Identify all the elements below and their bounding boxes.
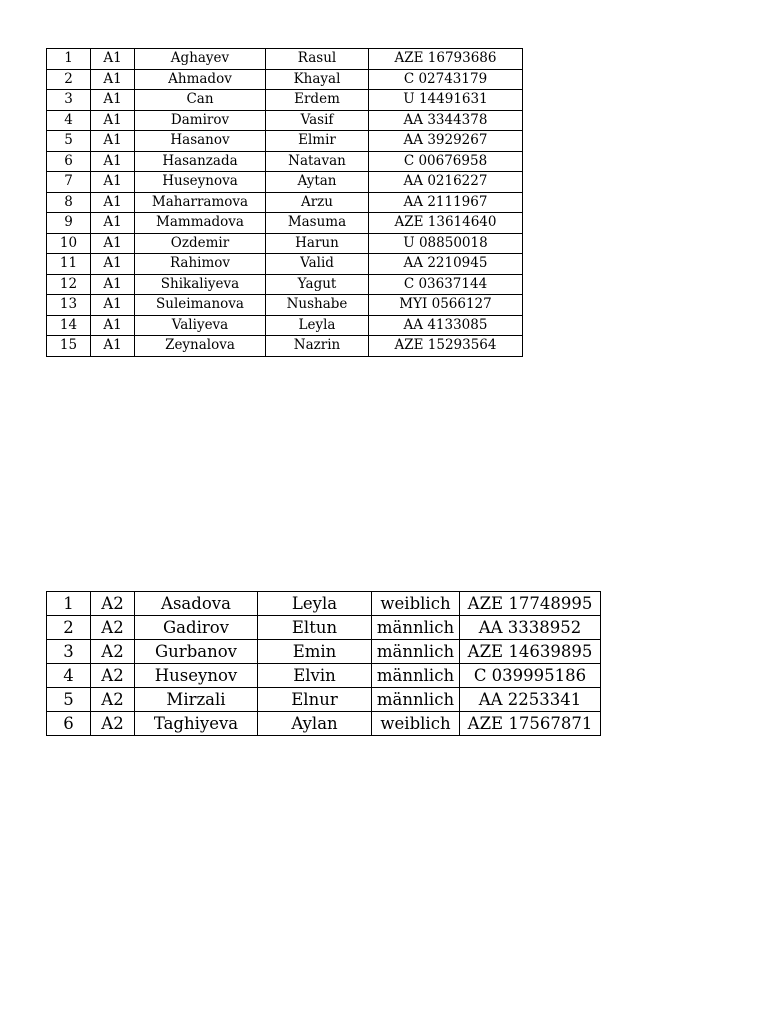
- table-row: [47, 274, 523, 295]
- table-cell: Shikaliyeva: [135, 274, 266, 295]
- table-cell: 14: [47, 315, 91, 336]
- table-cell: C 00676958: [369, 151, 523, 172]
- table-cell: Taghiyeva: [135, 712, 258, 736]
- table-cell: A2: [91, 664, 135, 688]
- table-cell: männlich: [372, 616, 460, 640]
- table-cell: Leyla: [266, 315, 369, 336]
- table-cell: männlich: [372, 664, 460, 688]
- table-cell: Huseynova: [135, 172, 266, 193]
- table-cell: A2: [91, 640, 135, 664]
- table-row: [47, 131, 523, 152]
- table-cell: A1: [91, 131, 135, 152]
- table-cell: Mammadova: [135, 213, 266, 234]
- table-cell: 5: [47, 688, 91, 712]
- table-cell: Nushabe: [266, 295, 369, 316]
- table-cell: Arzu: [266, 192, 369, 213]
- table-cell: Emin: [258, 640, 372, 664]
- table-cell: Leyla: [258, 592, 372, 616]
- table-cell: AA 0216227: [369, 172, 523, 193]
- table-cell: weiblich: [372, 592, 460, 616]
- table-cell: Ahmadov: [135, 69, 266, 90]
- table-row: [47, 640, 601, 664]
- table-row: [47, 233, 523, 254]
- table-cell: Can: [135, 90, 266, 111]
- table-cell: A1: [91, 49, 135, 70]
- table-cell: AA 2210945: [369, 254, 523, 275]
- table-row: [47, 336, 523, 357]
- table-cell: Yagut: [266, 274, 369, 295]
- table-row: [47, 151, 523, 172]
- table-row: [47, 90, 523, 111]
- table-cell: 6: [47, 151, 91, 172]
- table-cell: A1: [91, 172, 135, 193]
- table-cell: Zeynalova: [135, 336, 266, 357]
- table-cell: AZE 15293564: [369, 336, 523, 357]
- table-cell: Elmir: [266, 131, 369, 152]
- table-cell: 4: [47, 110, 91, 131]
- table-cell: 8: [47, 192, 91, 213]
- table-cell: 12: [47, 274, 91, 295]
- table-cell: AA 3344378: [369, 110, 523, 131]
- table-cell: C 02743179: [369, 69, 523, 90]
- table-cell: A1: [91, 315, 135, 336]
- table-cell: A2: [91, 712, 135, 736]
- table-cell: 3: [47, 640, 91, 664]
- table-cell: Gadirov: [135, 616, 258, 640]
- table-cell: Masuma: [266, 213, 369, 234]
- table-row: [47, 315, 523, 336]
- table-cell: Damirov: [135, 110, 266, 131]
- table-cell: Hasanov: [135, 131, 266, 152]
- table-cell: U 14491631: [369, 90, 523, 111]
- table-cell: Aghayev: [135, 49, 266, 70]
- table-cell: Gurbanov: [135, 640, 258, 664]
- table-cell: 9: [47, 213, 91, 234]
- table-cell: 10: [47, 233, 91, 254]
- table-body: [47, 592, 601, 736]
- table-cell: männlich: [372, 640, 460, 664]
- table-row: [47, 69, 523, 90]
- table-cell: männlich: [372, 688, 460, 712]
- table-cell: 15: [47, 336, 91, 357]
- table-cell: AA 2253341: [460, 688, 601, 712]
- table-cell: A1: [91, 110, 135, 131]
- table-cell: 4: [47, 664, 91, 688]
- table-cell: 2: [47, 616, 91, 640]
- table-cell: Suleimanova: [135, 295, 266, 316]
- table-row: [47, 110, 523, 131]
- table-row: [47, 192, 523, 213]
- table-cell: Aytan: [266, 172, 369, 193]
- table-cell: Erdem: [266, 90, 369, 111]
- table-cell: AZE 14639895: [460, 640, 601, 664]
- table-cell: A1: [91, 90, 135, 111]
- table-cell: Vasif: [266, 110, 369, 131]
- table-row: [47, 688, 601, 712]
- table-cell: C 03637144: [369, 274, 523, 295]
- table-cell: U 08850018: [369, 233, 523, 254]
- table-row: [47, 616, 601, 640]
- table-cell: A1: [91, 213, 135, 234]
- table-row: [47, 712, 601, 736]
- table-cell: C 039995186: [460, 664, 601, 688]
- table-cell: Mirzali: [135, 688, 258, 712]
- table-cell: A2: [91, 688, 135, 712]
- table-cell: Asadova: [135, 592, 258, 616]
- table-cell: A2: [91, 592, 135, 616]
- table-cell: 5: [47, 131, 91, 152]
- table-cell: Maharramova: [135, 192, 266, 213]
- table-cell: 3: [47, 90, 91, 111]
- table-cell: A1: [91, 295, 135, 316]
- table-row: [47, 49, 523, 70]
- table-cell: AA 4133085: [369, 315, 523, 336]
- table-cell: Hasanzada: [135, 151, 266, 172]
- table-cell: Rahimov: [135, 254, 266, 275]
- table-cell: Huseynov: [135, 664, 258, 688]
- table-cell: weiblich: [372, 712, 460, 736]
- table-cell: A1: [91, 151, 135, 172]
- table-cell: Valid: [266, 254, 369, 275]
- table-cell: 2: [47, 69, 91, 90]
- table-cell: Eltun: [258, 616, 372, 640]
- table-row: [47, 213, 523, 234]
- table-cell: 6: [47, 712, 91, 736]
- table-cell: Rasul: [266, 49, 369, 70]
- table-cell: 1: [47, 49, 91, 70]
- table-row: [47, 172, 523, 193]
- table-cell: Harun: [266, 233, 369, 254]
- table-cell: A1: [91, 233, 135, 254]
- table-cell: AZE 17567871: [460, 712, 601, 736]
- table-cell: AZE 16793686: [369, 49, 523, 70]
- table-cell: Natavan: [266, 151, 369, 172]
- table-body: [47, 49, 523, 357]
- table-row: [47, 592, 601, 616]
- table-cell: AZE 17748995: [460, 592, 601, 616]
- table-cell: Nazrin: [266, 336, 369, 357]
- student-table-a2: [46, 591, 601, 736]
- table-cell: Elvin: [258, 664, 372, 688]
- table-row: [47, 664, 601, 688]
- table-cell: A1: [91, 192, 135, 213]
- table-cell: A1: [91, 336, 135, 357]
- table-cell: 11: [47, 254, 91, 275]
- table-cell: 7: [47, 172, 91, 193]
- table-cell: A2: [91, 616, 135, 640]
- table-cell: A1: [91, 69, 135, 90]
- student-table-a1: [46, 48, 523, 357]
- table-row: [47, 254, 523, 275]
- table-row: [47, 295, 523, 316]
- table-cell: AA 3338952: [460, 616, 601, 640]
- table-cell: 1: [47, 592, 91, 616]
- table-cell: Elnur: [258, 688, 372, 712]
- table-cell: A1: [91, 274, 135, 295]
- table-cell: Ozdemir: [135, 233, 266, 254]
- table-cell: AA 3929267: [369, 131, 523, 152]
- table-cell: Khayal: [266, 69, 369, 90]
- table-cell: AA 2111967: [369, 192, 523, 213]
- table-cell: AZE 13614640: [369, 213, 523, 234]
- table-cell: Aylan: [258, 712, 372, 736]
- table-cell: Valiyeva: [135, 315, 266, 336]
- table-cell: A1: [91, 254, 135, 275]
- table-cell: MYI 0566127: [369, 295, 523, 316]
- table-cell: 13: [47, 295, 91, 316]
